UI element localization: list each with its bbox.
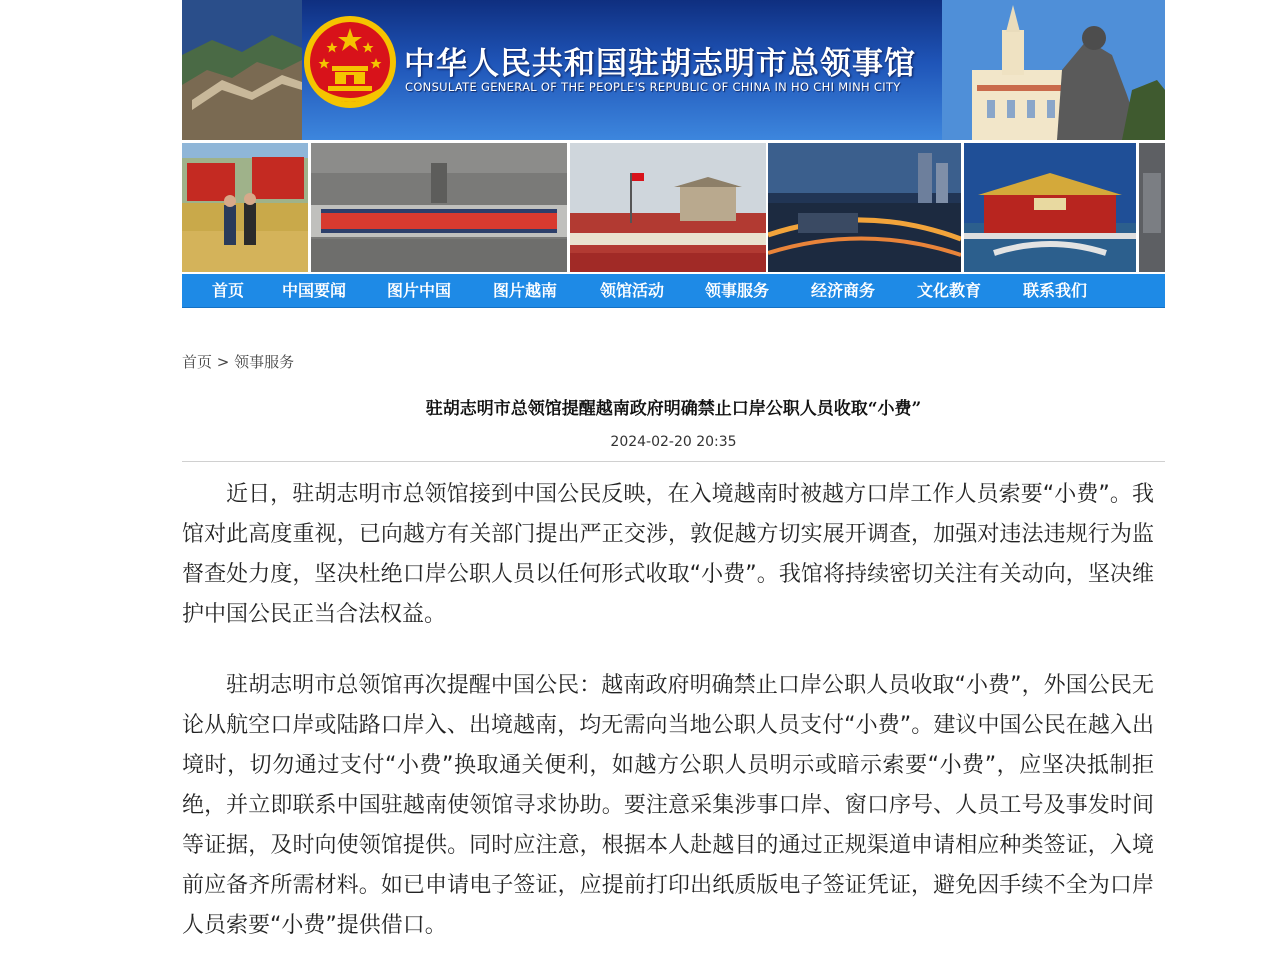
nav-item-consulate-activities[interactable]: 领馆活动: [600, 281, 665, 300]
photo-aerial-gathering[interactable]: [311, 143, 567, 272]
nav-item-contact-us[interactable]: 联系我们: [1023, 281, 1088, 300]
breadcrumb-separator: >: [212, 353, 235, 371]
breadcrumb-current-link[interactable]: 领事服务: [234, 353, 295, 371]
nav-item-consular-services[interactable]: 领事服务: [705, 281, 770, 300]
site-banner: [182, 0, 1165, 140]
site-title: 中华人民共和国驻胡志明市总领事馆: [404, 46, 916, 82]
nav-item-economy-commerce[interactable]: 经济商务: [811, 281, 876, 300]
nav-item-home[interactable]: 首页: [212, 281, 245, 300]
photo-harvest-field[interactable]: [182, 143, 308, 272]
photo-strip: [182, 143, 1165, 272]
nav-item-china-news[interactable]: 中国要闻: [282, 281, 347, 300]
main-navigation: [182, 274, 1165, 308]
photo-partial-edge[interactable]: [1139, 143, 1165, 272]
nav-item-culture-education[interactable]: 文化教育: [917, 281, 982, 300]
article-paragraph: 近日，驻胡志明市总领馆接到中国公民反映，在入境越南时被越方口岸工作人员索要“小费”。我馆对此高度重视，已向越方有关部门提出严正交涉，敦促越方切实展开调查，加强对违法违规行为监督查处力度，坚决杜绝口岸公职人员以任何形式收取“小费”。我馆将持续密切关注有关动向，坚决维护中国公民正当合法权益。: [182, 482, 1154, 627]
article-paragraph: 驻胡志明市总领馆再次提醒中国公民：越南政府明确禁止口岸公职人员收取“小费”，外国公民无论从航空口岸或陆路口岸入、出境越南，均无需向当地公职人员支付“小费”。建议中国公民在越入出境时，切勿通过支付“小费”换取通关便利，如越方公职人员明示或暗示索要“小费”，应坚决抵制拒绝，并立即联系中国驻越南使领馆寻求协助。要注意采集涉事口岸、窗口序号、人员工号及事发时间等证据，及时向使领馆提供。同时应注意，根据本人赴越目的通过正规渠道申请相应种类签证，入境前应备齐所需材料。如已申请电子签证，应提前打印出纸质版电子签证凭证，避免因手续不全为口岸人员索要“小费”提供借口。: [182, 673, 1154, 938]
site-subtitle-english: CONSULATE GENERAL OF THE PEOPLE'S REPUBLIC OF CHINA IN HO CHI MINH CITY: [405, 80, 901, 94]
breadcrumb: [182, 351, 294, 372]
photo-city-night[interactable]: [768, 143, 961, 272]
photo-tiananmen-square[interactable]: [570, 143, 766, 272]
breadcrumb-home-link[interactable]: 首页: [182, 353, 213, 371]
title-divider: [182, 461, 1165, 462]
photo-forbidden-city-gate[interactable]: [964, 143, 1136, 272]
nav-item-photos-china[interactable]: 图片中国: [387, 281, 452, 300]
nav-item-photos-vietnam[interactable]: 图片越南: [493, 281, 558, 300]
national-emblem-logo: [302, 14, 398, 110]
article-date: 2024-02-20 20:35: [610, 434, 737, 450]
article-title: 驻胡志明市总领馆提醒越南政府明确禁止口岸公职人员收取“小费”: [425, 399, 922, 419]
